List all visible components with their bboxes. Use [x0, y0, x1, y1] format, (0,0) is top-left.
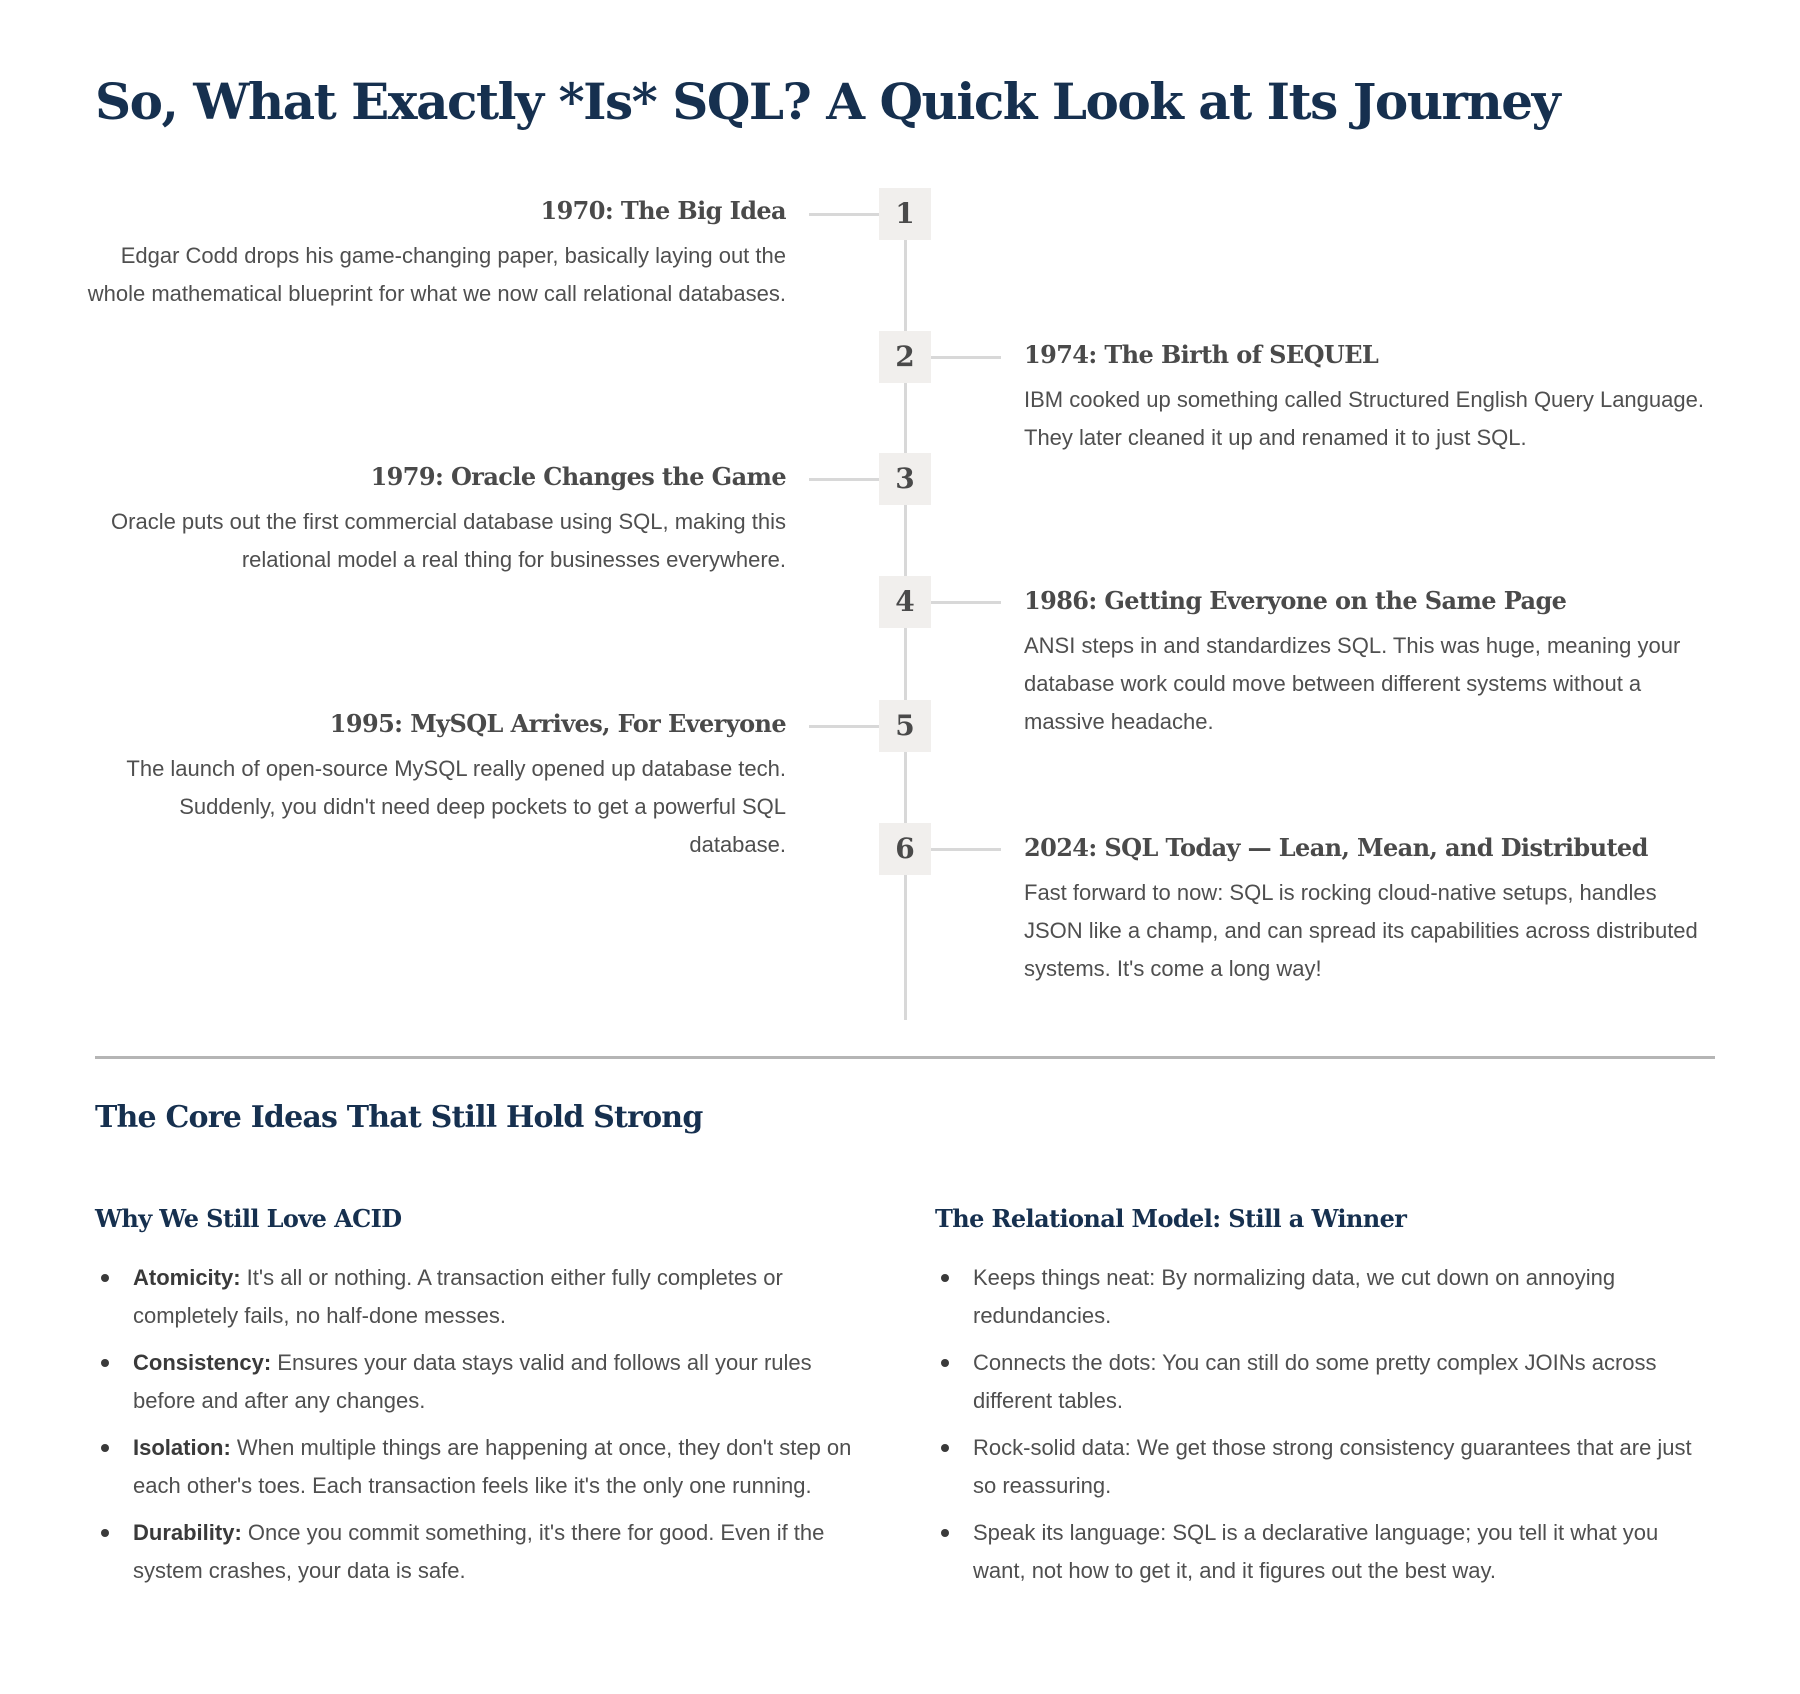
bullet-icon: [941, 1274, 949, 1282]
timeline-entry-title: 2024: SQL Today — Lean, Mean, and Distributed: [1024, 833, 1648, 862]
acid-text: It's all or nothing. A transaction either fully completes or completely fails, no half-done messes.: [133, 1265, 783, 1328]
timeline-entry-desc: IBM cooked up something called Structured English Query Language. They later cleaned it up and renamed it to just SQL.: [1024, 387, 1704, 450]
section-divider: [95, 1056, 1715, 1059]
timeline-entry-desc: The launch of open-source MySQL really opened up database tech. Suddenly, you didn't need deep pockets to get a powerful SQL database.: [126, 756, 786, 857]
timeline-entry: [86, 462, 786, 579]
timeline-entry: [1024, 833, 1714, 988]
timeline-entry-desc: ANSI steps in and standardizes SQL. This was huge, meaning your database work could move between different systems without a massive headache.: [1024, 633, 1681, 734]
relational-text: Speak its language: SQL is a declarative language; you tell it what you want, not how to get it, and it figures out the best way.: [973, 1520, 1659, 1583]
relational-column: [935, 1204, 1715, 1599]
list-item: [95, 1344, 875, 1420]
timeline-entry: [1024, 586, 1714, 741]
timeline-marker: 3: [879, 453, 931, 505]
acid-term: Consistency:: [133, 1350, 272, 1375]
bullet-icon: [941, 1359, 949, 1367]
timeline-entry: [86, 196, 786, 313]
timeline-entry-title: 1986: Getting Everyone on the Same Page: [1024, 586, 1567, 615]
timeline-entry: [1024, 340, 1714, 457]
acid-term: Durability:: [133, 1520, 242, 1545]
timeline-connector: [931, 848, 1001, 851]
relational-text: Keeps things neat: By normalizing data, we cut down on annoying redundancies.: [973, 1265, 1616, 1328]
list-item: [95, 1259, 875, 1335]
relational-text: Rock-solid data: We get those strong consistency guarantees that are just so reassuring.: [973, 1435, 1692, 1498]
timeline-entry-title: 1979: Oracle Changes the Game: [370, 462, 786, 491]
section-title: The Core Ideas That Still Hold Strong: [95, 1100, 703, 1135]
bullet-icon: [941, 1444, 949, 1452]
timeline-entry-title: 1970: The Big Idea: [540, 196, 786, 225]
timeline-entry-desc: Fast forward to now: SQL is rocking cloud-native setups, handles JSON like a champ, and can spread its capabilities across distributed systems. It's come a long way!: [1024, 880, 1698, 981]
bullet-icon: [101, 1359, 109, 1367]
timeline-connector: [809, 725, 879, 728]
bullet-icon: [101, 1274, 109, 1282]
list-item: [935, 1514, 1715, 1590]
list-item: [935, 1259, 1715, 1335]
timeline-marker: 4: [879, 576, 931, 628]
bullet-icon: [101, 1444, 109, 1452]
acid-list: [95, 1259, 875, 1590]
acid-term: Atomicity:: [133, 1265, 241, 1290]
timeline-entry: [86, 709, 786, 864]
timeline-connector: [931, 356, 1001, 359]
acid-term: Isolation:: [133, 1435, 231, 1460]
list-item: [95, 1429, 875, 1505]
timeline-marker: 5: [879, 700, 931, 752]
relational-text: Connects the dots: You can still do some pretty complex JOINs across different tables.: [973, 1350, 1657, 1413]
timeline-connector: [809, 213, 879, 216]
page-title: So, What Exactly *Is* SQL? A Quick Look at Its Journey: [95, 72, 1560, 131]
relational-list: [935, 1259, 1715, 1590]
list-item: [95, 1514, 875, 1590]
timeline-entry-desc: Edgar Codd drops his game-changing paper, basically laying out the whole mathematical blueprint for what we now call relational databases.: [87, 243, 786, 306]
bullet-icon: [941, 1529, 949, 1537]
timeline-entry-title: 1995: MySQL Arrives, For Everyone: [329, 709, 786, 738]
timeline-connector: [809, 478, 879, 481]
bullet-icon: [101, 1529, 109, 1537]
list-item: [935, 1344, 1715, 1420]
acid-column: [95, 1204, 875, 1599]
timeline-entry-desc: Oracle puts out the first commercial database using SQL, making this relational model a real thing for businesses everywhere.: [111, 509, 786, 572]
acid-title: Why We Still Love ACID: [95, 1204, 402, 1233]
timeline-entry-title: 1974: The Birth of SEQUEL: [1024, 340, 1379, 369]
timeline-marker: 2: [879, 331, 931, 383]
relational-title: The Relational Model: Still a Winner: [935, 1204, 1407, 1233]
acid-text: Ensures your data stays valid and follows all your rules before and after any changes.: [133, 1350, 812, 1413]
timeline-marker: 6: [879, 823, 931, 875]
acid-text: When multiple things are happening at once, they don't step on each other's toes. Each transaction feels like it's the only one running.: [133, 1435, 852, 1498]
timeline-marker: 1: [879, 188, 931, 240]
timeline-connector: [931, 601, 1001, 604]
list-item: [935, 1429, 1715, 1505]
acid-text: Once you commit something, it's there for good. Even if the system crashes, your data is safe.: [133, 1520, 825, 1583]
